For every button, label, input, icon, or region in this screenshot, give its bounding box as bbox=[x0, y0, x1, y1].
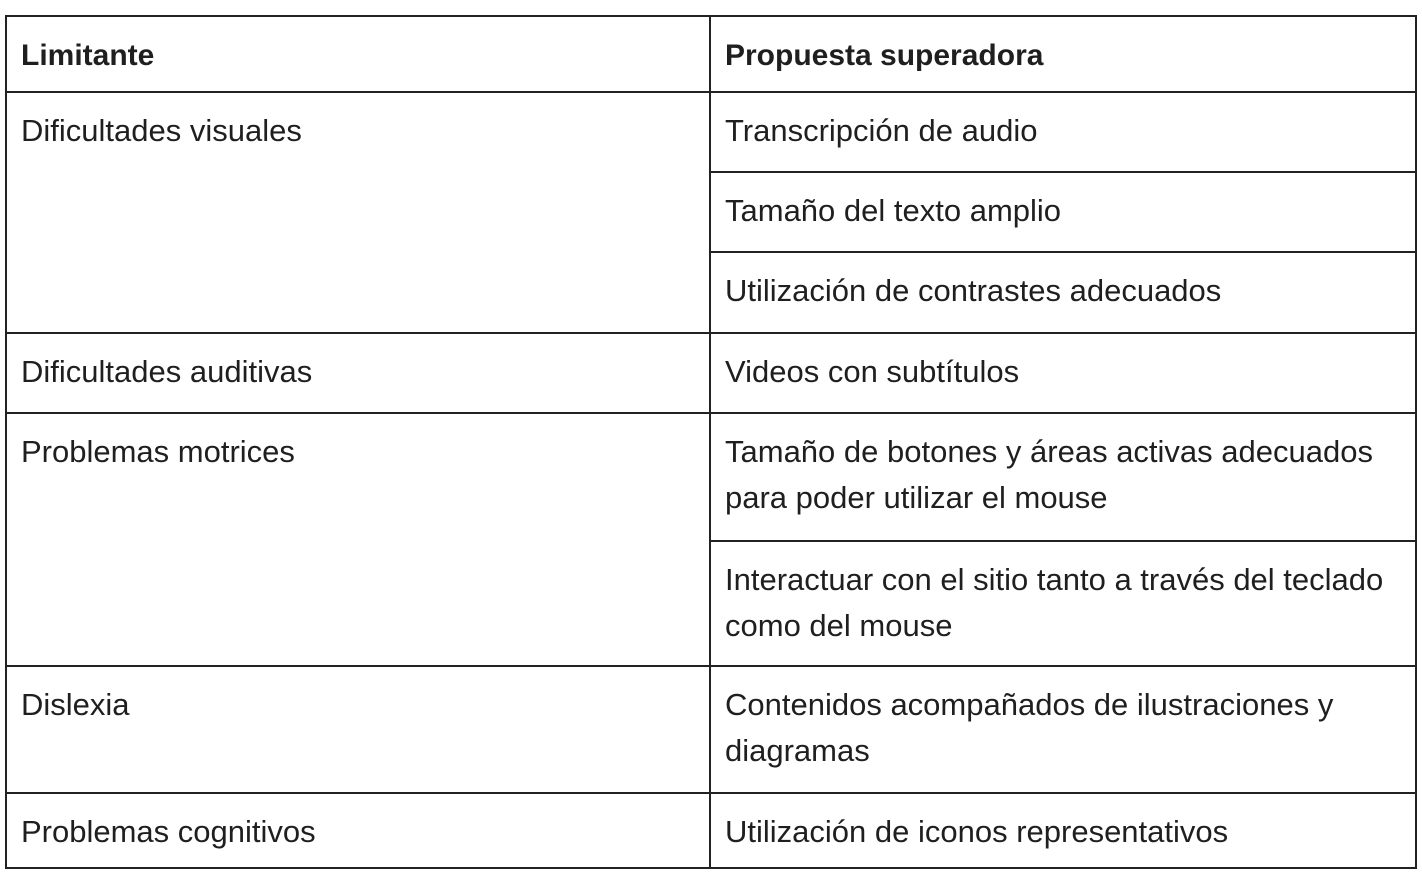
table-row bbox=[6, 666, 1416, 793]
propuesta-cell: Contenidos acompañados de ilustraciones y diagramas bbox=[710, 666, 1416, 793]
limitante-cell: Problemas motrices bbox=[6, 413, 710, 666]
accessibility-table-container bbox=[5, 15, 1417, 869]
table-row bbox=[6, 333, 1416, 413]
propuesta-cell: Transcripción de audio bbox=[710, 92, 1416, 172]
propuesta-cell: Utilización de iconos representativos bbox=[710, 793, 1416, 868]
accessibility-table bbox=[5, 15, 1417, 869]
limitante-cell: Problemas cognitivos bbox=[6, 793, 710, 868]
propuesta-cell: Interactuar con el sitio tanto a través del teclado como del mouse bbox=[710, 541, 1416, 666]
propuesta-cell: Tamaño del texto amplio bbox=[710, 172, 1416, 252]
header-propuesta: Propuesta superadora bbox=[710, 16, 1416, 92]
limitante-cell: Dislexia bbox=[6, 666, 710, 793]
propuesta-cell: Utilización de contrastes adecuados bbox=[710, 252, 1416, 333]
table-header-row bbox=[6, 16, 1416, 92]
propuesta-cell: Tamaño de botones y áreas activas adecuados para poder utilizar el mouse bbox=[710, 413, 1416, 541]
limitante-cell: Dificultades visuales bbox=[6, 92, 710, 333]
table-row bbox=[6, 793, 1416, 868]
table-row bbox=[6, 92, 1416, 172]
limitante-cell: Dificultades auditivas bbox=[6, 333, 710, 413]
table-row bbox=[6, 413, 1416, 541]
header-limitante: Limitante bbox=[6, 16, 710, 92]
propuesta-cell: Videos con subtítulos bbox=[710, 333, 1416, 413]
